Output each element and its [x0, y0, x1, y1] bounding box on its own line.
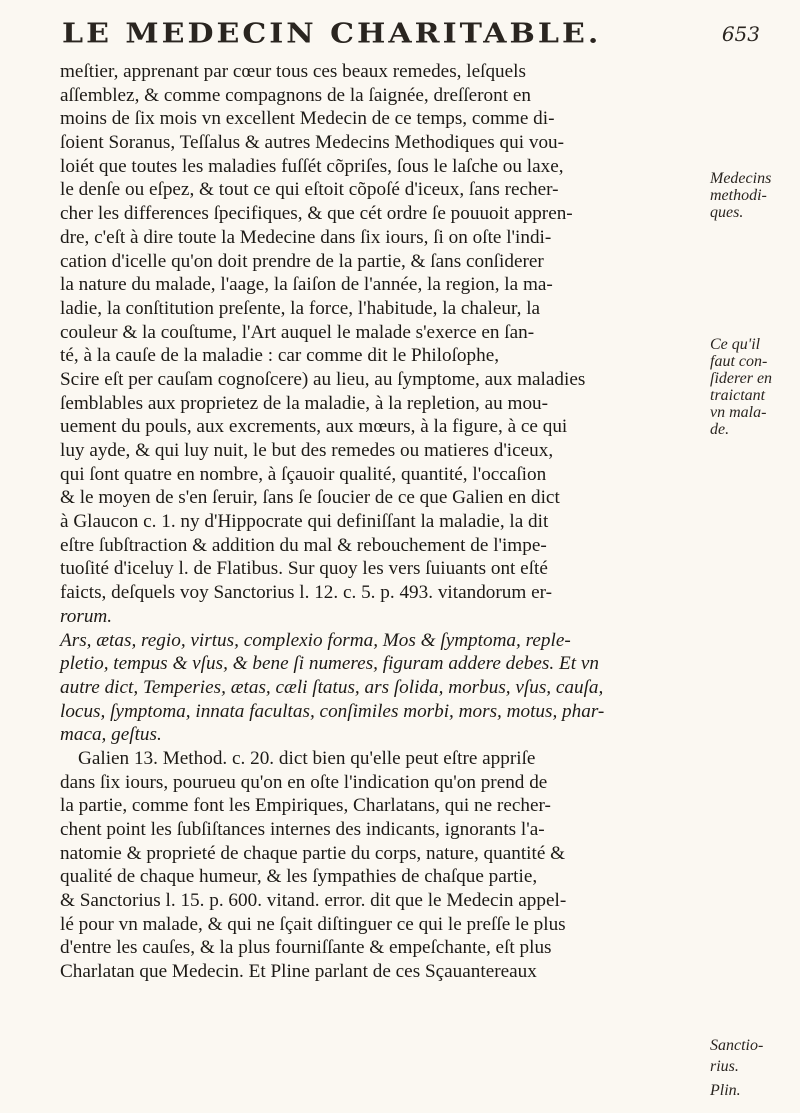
- text-line: chent point les ſubſiſtances internes des indicants, ignorants l'a-: [60, 819, 545, 840]
- text-line: eſtre ſubſtraction & addition du mal & rebouchement de l'impe-: [60, 534, 547, 556]
- text-line: cher les differences ſpecifiques, & que cét ordre ſe pouuoit appren-: [60, 203, 573, 225]
- margin-note: traictant: [710, 387, 766, 404]
- verse-line: autre dict, Temperies, ætas, cæli ſtatus, ars ſolida, morbus, vſus, cauſa,: [60, 676, 604, 698]
- text-line: aſſemblez, & comme compagnons de la ſaignée, dreſſeront en: [60, 84, 531, 106]
- text-line: meſtier, apprenant par cœur tous ces beaux remedes, leſquels: [60, 61, 526, 82]
- margin-note: Sanctio-: [710, 1037, 764, 1054]
- text-line: faicts, deſquels voy Sanctorius l. 12. c. 5. p. 493. vitandorum er-: [60, 582, 552, 604]
- margin-note: de.: [710, 421, 730, 438]
- margin-note: ques.: [710, 204, 744, 221]
- text-line: Scire eſt per cauſam cognoſcere) au lieu, au ſymptome, aux maladies: [60, 368, 586, 390]
- text-line: la nature du malade, l'aage, la ſaiſon de l'année, la region, la ma-: [60, 274, 553, 296]
- text-line: ſemblables aux proprietez de la maladie, à la repletion, au mou-: [60, 392, 549, 414]
- text-line: d'entre les cauſes, & la plus fourniſſante & empeſchante, eſt plus: [60, 937, 552, 959]
- text-line: loiét que toutes les maladies fuſſét cõpriſes, ſous le laſche ou laxe,: [60, 155, 564, 177]
- text-line: ſoient Soranus, Teſſalus & autres Medecins Methodiques qui vou-: [60, 132, 565, 154]
- text-line: luy ayde, & qui luy nuit, le but des remedes ou matieres d'iceux,: [60, 440, 554, 461]
- text-line: té, à la cauſe de la maladie : car comme dit le Philoſophe,: [60, 345, 500, 367]
- text-line: à Glaucon c. 1. ny d'Hippocrate qui definiſſant la maladie, la dit: [60, 511, 549, 533]
- margin-note: faut con-: [710, 353, 768, 370]
- margin-note: methodi-: [710, 187, 767, 204]
- running-head: [62, 18, 782, 58]
- margin-note: ſiderer en: [710, 370, 773, 387]
- text-line: natomie & proprieté de chaque partie du corps, nature, quantité &: [60, 842, 566, 864]
- text-line: ladie, la conſtitution preſente, la force, l'habitude, la chaleur, la: [60, 297, 541, 319]
- text-line: dans ſix iours, pourueu qu'on en oſte l'indication qu'on prend de: [60, 771, 548, 793]
- text-line: & le moyen de s'en ſeruir, ſans ſe ſoucier de ce que Galien en dict: [60, 487, 560, 509]
- text-line: moins de ſix mois vn excellent Medecin de ce temps, comme di-: [60, 108, 555, 130]
- verse-line: Ars, ætas, regio, virtus, complexio forma, Mos & ſymptoma, reple-: [60, 629, 571, 651]
- text-line: cation d'icelle qu'on doit prendre de la partie, & ſans conſiderer: [60, 250, 544, 272]
- text-line: la partie, comme font les Empiriques, Charlatans, qui ne recher-: [60, 795, 551, 817]
- running-title: LE MEDECIN CHARITABLE.: [62, 18, 602, 50]
- margin-note: Medecins: [710, 170, 772, 187]
- text-line: rorum.: [60, 605, 113, 627]
- margin-note: Plin.: [710, 1082, 741, 1099]
- text-line: tuoſité d'iceluy l. de Flatibus. Sur quoy les vers ſuiuants ont eſté: [60, 558, 548, 580]
- text-line: couleur & la couſtume, l'Art auquel le malade s'exerce en ſan-: [60, 321, 535, 343]
- text-line: & Sanctorius l. 15. p. 600. vitand. error. dit que le Medecin appel-: [60, 890, 567, 912]
- text-line: Charlatan que Medecin. Et Pline parlant de ces Sçauantereaux: [60, 961, 537, 983]
- margin-note: Ce qu'il: [710, 336, 761, 353]
- text-line: dre, c'eſt à dire toute la Medecine dans ſix iours, ſi on oſte l'indi-: [60, 226, 552, 248]
- margin-note: rius.: [710, 1058, 739, 1075]
- text-line: Galien 13. Method. c. 20. dict bien qu'elle peut eſtre appriſe: [78, 747, 536, 769]
- text-line: qui ſont quatre en nombre, à ſçauoir qualité, quantité, l'occaſion: [60, 463, 547, 485]
- body-text: [60, 60, 702, 984]
- margin-note: vn mala-: [710, 404, 767, 421]
- text-line: lé pour vn malade, & qui ne ſçait diſtinguer ce qui le preſſe le plus: [60, 913, 566, 935]
- verse-line: pletio, tempus & vſus, & bene ſi numeres, figuram addere debes. Et vn: [60, 653, 599, 675]
- text-line: uement du pouls, aux excrements, aux mœurs, à la figure, à ce qui: [60, 416, 568, 438]
- verse-line: locus, ſymptoma, innata facultas, conſimiles morbi, mors, motus, phar-: [60, 700, 605, 722]
- text-line: qualité de chaque humeur, & les ſympathies de chaſque partie,: [60, 866, 538, 888]
- verse-line: maca, geſtus.: [60, 724, 162, 746]
- text-line: le denſe ou eſpez, & tout ce qui eſtoit cõpoſé d'iceux, ſans recher-: [60, 179, 559, 201]
- page-number: 653: [721, 22, 760, 46]
